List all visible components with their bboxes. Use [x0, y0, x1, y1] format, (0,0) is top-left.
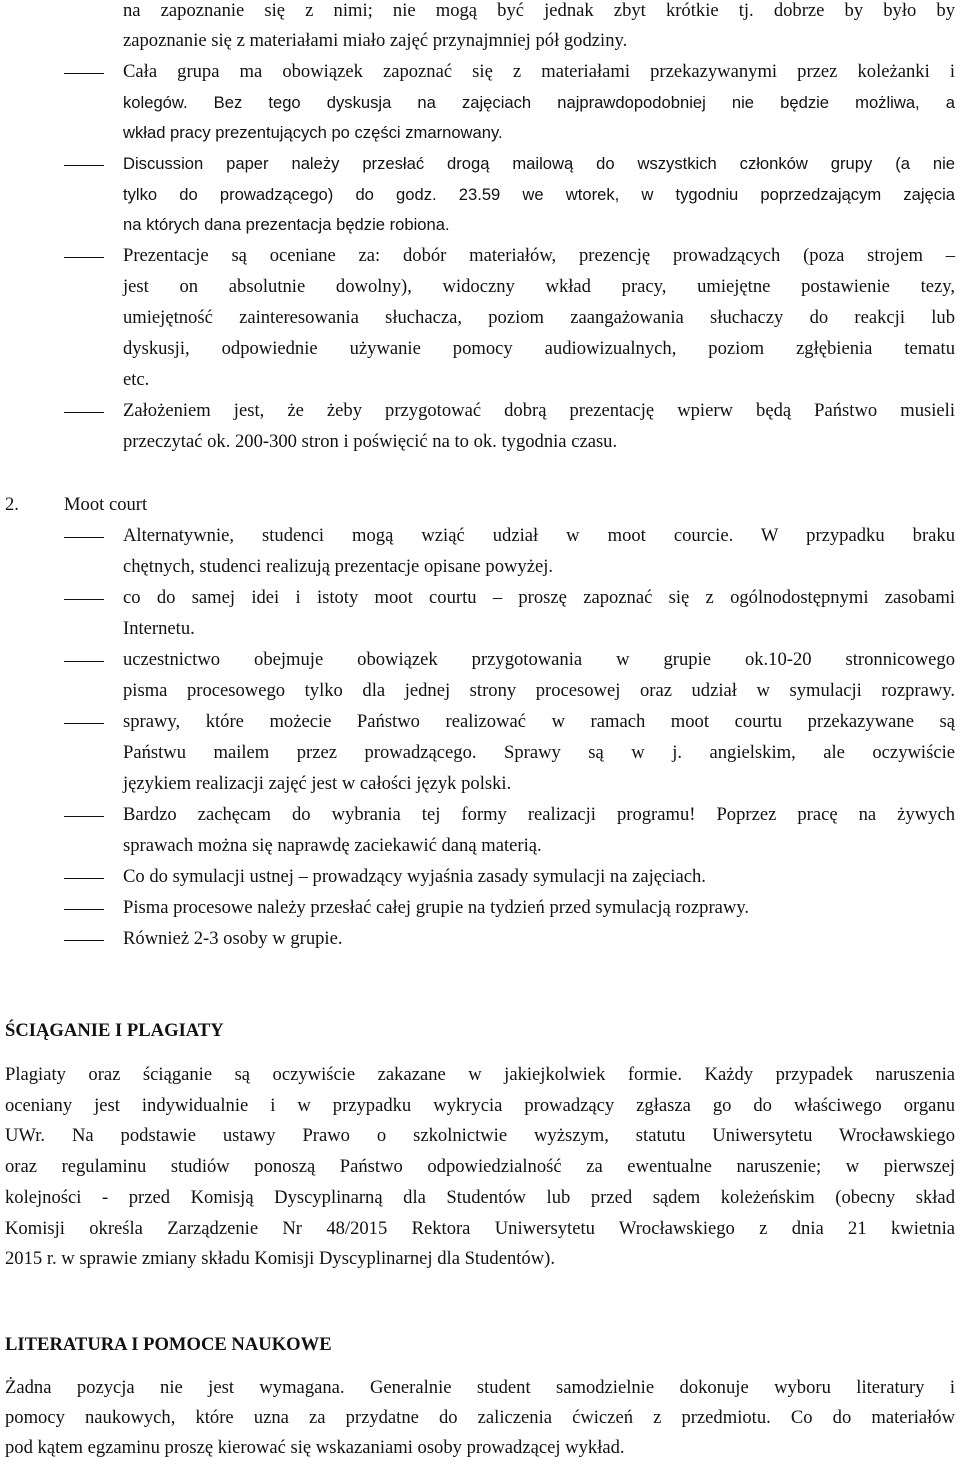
bullet-line: wkład pracy prezentujących po części zmarnowany. — [123, 123, 503, 142]
paragraph-line: pomocy naukowych, które uzna za przydatne do zaliczenia ćwiczeń z przedmiotu. Co do materiałów — [5, 1407, 955, 1428]
bullet-line: językiem realizacji zajęć jest w całości język polski. — [123, 773, 512, 794]
dash-bullet-marker — [64, 661, 104, 662]
bullet-line: Internetu. — [123, 618, 195, 639]
bullet-line: Bardzo zachęcam do wybrania tej formy realizacji programu! Poprzez pracę na żywych — [123, 804, 955, 825]
section-number: 2. — [5, 494, 19, 515]
paragraph-line: 2015 r. w sprawie zmiany składu Komisji Dyscyplinarnej dla Studentów). — [5, 1248, 555, 1269]
bullet-line: umiejętność zainteresowania słuchacza, poziom zaangażowania słuchaczy do reakcji lub — [123, 307, 955, 328]
bullet-line: Co do symulacji ustnej – prowadzący wyjaśnia zasady symulacji na zajęciach. — [123, 866, 706, 887]
dash-bullet-marker — [64, 940, 104, 941]
bullet-line: pisma procesowego tylko dla jednej strony procesowej oraz udział w symulacji rozprawy. — [123, 680, 955, 701]
bullet-line: Również 2-3 osoby w grupie. — [123, 928, 343, 949]
bullet-line: na których dana prezentacja będzie robiona. — [123, 215, 450, 234]
bullet-line: chętnych, studenci realizują prezentacje opisane powyżej. — [123, 556, 554, 577]
bullet-line: jest on absolutnie dowolny), widoczny wkład pracy, umiejętne postawienie tezy, — [123, 276, 955, 297]
paragraph-line: Komisji określa Zarządzenie Nr 48/2015 Rektora Uniwersytetu Wrocławskiego z dnia 21 kwietnia — [5, 1218, 955, 1239]
dash-bullet-marker — [64, 73, 104, 74]
dash-bullet-marker — [64, 878, 104, 879]
bullet-line: Alternatywnie, studenci mogą wziąć udział w moot courcie. W przypadku braku — [123, 525, 955, 546]
bullet-line: etc. — [123, 369, 150, 390]
paragraph-line: UWr. Na podstawie ustawy Prawo o szkolnictwie wyższym, statutu Uniwersytetu Wrocławskiego — [5, 1125, 955, 1146]
dash-bullet-marker — [64, 412, 104, 413]
paragraph-line: oraz regulaminu studiów ponoszą Państwo odpowiedzialność za ewentualne naruszenie; w pierwszej — [5, 1156, 955, 1177]
bullet-line: co do samej idei i istoty moot courtu – proszę zapoznać się z ogólnodostępnymi zasobami — [123, 587, 955, 608]
bullet-line: Discussion paper należy przesłać drogą mailową do wszystkich członków grupy (a nie — [123, 154, 955, 173]
bullet-line: Prezentacje są oceniane za: dobór materiałów, prezencję prowadzących (poza strojem – — [123, 245, 955, 266]
paragraph-line: oceniany jest indywidualnie i w przypadku wykrycia prowadzący zgłasza go do właściwego organu — [5, 1095, 955, 1116]
bullet-line: kolegów. Bez tego dyskusja na zajęciach najprawdopodobniej nie będzie możliwa, a — [123, 93, 955, 112]
dash-bullet-marker — [64, 909, 104, 910]
bullet-line: tylko do prowadzącego) do godz. 23.59 we wtorek, w tygodniu poprzedzającym zajęcia — [123, 185, 955, 204]
bullet-line: dyskusji, odpowiednie używanie pomocy audiowizualnych, poziom zgłębienia tematu — [123, 338, 955, 359]
bullet-line: przeczytać ok. 200-300 stron i poświęcić na to ok. tygodnia czasu. — [123, 431, 618, 452]
intro-line: na zapoznanie się z nimi; nie mogą być jednak zbyt krótkie tj. dobrze by było by — [123, 0, 955, 21]
paragraph-line: Plagiaty oraz ściąganie są oczywiście zakazane w jakiejkolwiek formie. Każdy przypadek naruszenia — [5, 1064, 955, 1085]
section-heading-plagiarism: ŚCIĄGANIE I PLAGIATY — [5, 1020, 224, 1041]
bullet-line: Pisma procesowe należy przesłać całej grupie na tydzień przed symulacją rozprawy. — [123, 897, 750, 918]
bullet-line: Państwu mailem przez prowadzącego. Sprawy są w j. angielskim, ale oczywiście — [123, 742, 955, 763]
dash-bullet-marker — [64, 537, 104, 538]
bullet-line: sprawy, które możecie Państwo realizować w ramach moot courtu przekazywane są — [123, 711, 955, 732]
dash-bullet-marker — [64, 816, 104, 817]
bullet-line: Cała grupa ma obowiązek zapoznać się z materiałami przekazywanymi przez koleżanki i — [123, 61, 955, 82]
dash-bullet-marker — [64, 723, 104, 724]
dash-bullet-marker — [64, 599, 104, 600]
paragraph-line: pod kątem egzaminu proszę kierować się wskazaniami osoby prowadzącej wykład. — [5, 1437, 625, 1458]
bullet-line: uczestnictwo obejmuje obowiązek przygotowania w grupie ok.10-20 stronnicowego — [123, 649, 955, 670]
bullet-line: sprawach można się naprawdę zaciekawić daną materią. — [123, 835, 542, 856]
dash-bullet-marker — [64, 257, 104, 258]
intro-line: zapoznanie się z materiałami miało zajęć przynajmniej pół godziny. — [123, 30, 628, 51]
bullet-line: Założeniem jest, że żeby przygotować dobrą prezentację wpierw będą Państwo musieli — [123, 400, 955, 421]
section-heading-literature: LITERATURA I POMOCE NAUKOWE — [5, 1334, 332, 1355]
paragraph-line: Żadna pozycja nie jest wymagana. Generalnie student samodzielnie dokonuje wyboru literatury i — [5, 1377, 955, 1398]
dash-bullet-marker — [64, 165, 104, 166]
section-title: Moot court — [64, 494, 148, 515]
paragraph-line: kolejności - przed Komisją Dyscyplinarną dla Studentów lub przed sądem koleżeńskim (obecny skład — [5, 1187, 955, 1208]
